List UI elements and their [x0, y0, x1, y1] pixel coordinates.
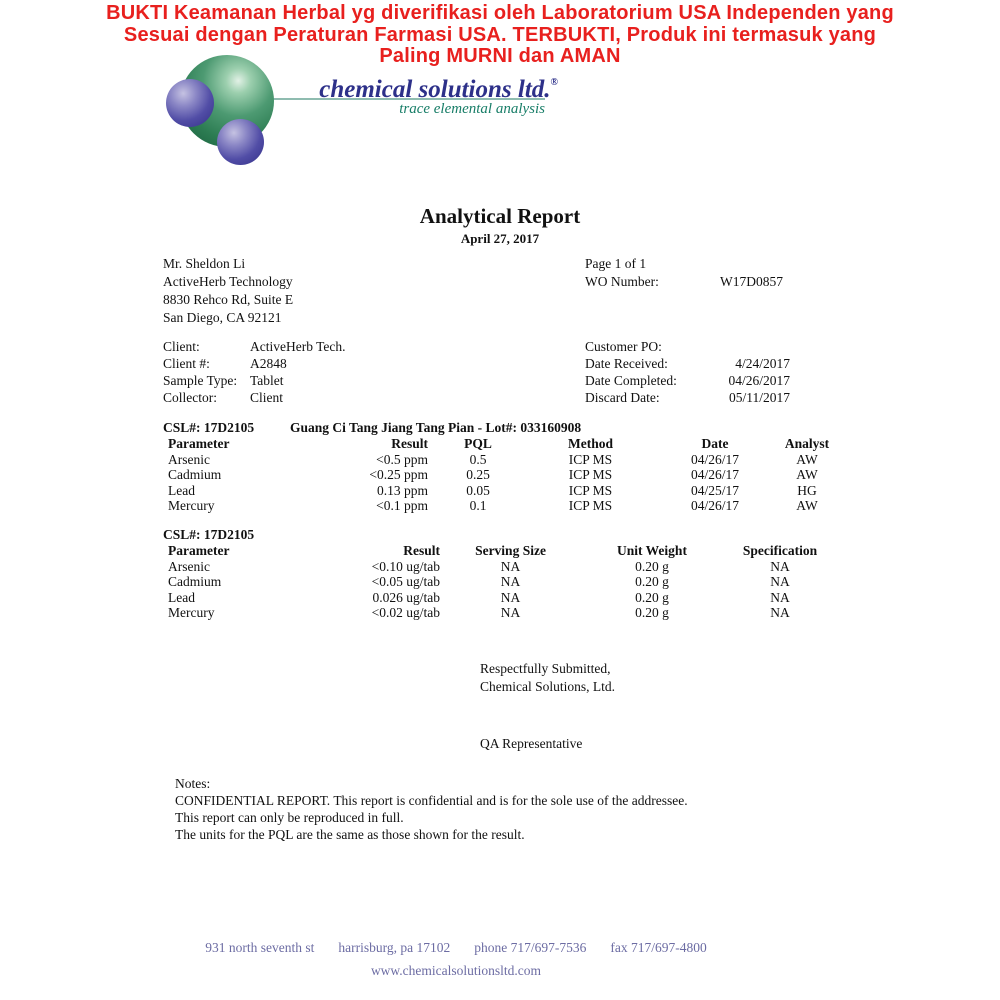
table-header-row: [163, 436, 837, 452]
registered-trademark-icon: ®: [550, 77, 558, 88]
table-row: [163, 483, 837, 499]
table-row: [163, 590, 837, 606]
wo-number-row: [585, 273, 825, 291]
result-cell: <0.02 ug/tab: [371, 605, 440, 621]
table-row: [163, 605, 837, 621]
date-cell: 04/25/17: [690, 482, 739, 498]
page-wo-block: [585, 255, 825, 291]
client-number-row: [163, 355, 346, 372]
column-header: PQL: [464, 436, 492, 451]
analyst-cell: AW: [796, 467, 818, 483]
date-cell: 04/26/17: [690, 498, 739, 514]
table-row: [163, 574, 837, 590]
footer-phone: phone 717/697-7536: [474, 940, 587, 955]
discard-date-row: [585, 389, 790, 406]
serving-size-cell: NA: [500, 589, 521, 605]
column-header: Specification: [742, 543, 818, 558]
footer-city: harrisburg, pa 17102: [338, 940, 451, 955]
table-row: [163, 498, 837, 514]
recipient-name: Mr. Sheldon Li: [163, 256, 246, 271]
logo-blue-sphere-left-icon: [166, 79, 214, 127]
client-row: [163, 338, 346, 355]
logo-tagline: trace elemental analysis: [399, 101, 545, 117]
client-number-label: Client #:: [163, 356, 210, 371]
parameter-cell: Mercury: [168, 605, 215, 621]
discard-date-label: Discard Date:: [585, 390, 660, 405]
method-cell: ICP MS: [568, 451, 613, 467]
date-cell: 04/26/17: [690, 467, 739, 483]
column-header: Parameter: [168, 436, 230, 451]
specification-cell: NA: [770, 605, 790, 621]
signature-block: [480, 660, 615, 696]
serving-size-cell: NA: [500, 558, 521, 574]
notes-line-3: The units for the PQL are the same as those shown for the result.: [175, 827, 525, 842]
table-row: [163, 559, 837, 575]
serving-size-cell: NA: [500, 574, 521, 590]
method-cell: ICP MS: [568, 467, 613, 483]
column-header: Method: [568, 436, 613, 451]
signature-line-1: Respectfully Submitted,: [480, 661, 611, 676]
table-row: [163, 467, 837, 483]
parameter-cell: Lead: [168, 482, 195, 498]
pql-cell: 0.05: [466, 482, 490, 498]
wo-number-label: WO Number:: [585, 274, 659, 289]
result-cell: <0.1 ppm: [376, 498, 428, 514]
csl-number-2: CSL#: 17D2105: [163, 527, 255, 542]
specification-cell: NA: [770, 574, 790, 590]
result-cell: 0.026 ug/tab: [372, 589, 440, 605]
analyst-cell: HG: [797, 482, 817, 498]
pql-cell: 0.5: [469, 451, 487, 467]
csl-number-1: CSL#: 17D2105: [163, 420, 255, 435]
recipient-company: ActiveHerb Technology: [163, 274, 293, 289]
promo-banner: [0, 3, 1000, 68]
footer-fax: fax 717/697-4800: [610, 940, 707, 955]
promo-banner-line-2: Sesuai dengan Peraturan Farmasi USA. TERBUKTI, Produk ini termasuk yang: [123, 23, 877, 46]
method-cell: ICP MS: [568, 482, 613, 498]
parameter-cell: Cadmium: [168, 574, 222, 590]
client-info-right: [585, 338, 790, 406]
collector-value: Client: [250, 390, 283, 405]
customer-po-row: [585, 338, 790, 355]
result-cell: <0.10 ug/tab: [371, 558, 440, 574]
notes-block: [175, 775, 688, 843]
recipient-address: [163, 255, 293, 327]
logo-company-text: chemical solutions ltd.: [319, 76, 551, 103]
pql-cell: 0.25: [466, 467, 490, 483]
recipient-street: 8830 Rehco Rd, Suite E: [163, 292, 294, 307]
promo-banner-line-1: BUKTI Keamanan Herbal yg diverifikasi oleh Laboratorium USA Independen yang: [106, 2, 894, 24]
result-cell: <0.25 ppm: [369, 467, 428, 483]
unit-weight-cell: 0.20 g: [635, 558, 669, 574]
column-header: Parameter: [168, 543, 230, 558]
unit-weight-cell: 0.20 g: [635, 589, 669, 605]
recipient-city: San Diego, CA 92121: [163, 310, 282, 325]
page-info: Page 1 of 1: [585, 256, 647, 271]
result-cell: <0.5 ppm: [376, 451, 428, 467]
collector-label: Collector:: [163, 390, 217, 405]
client-value: ActiveHerb Tech.: [250, 339, 346, 354]
date-completed-row: [585, 372, 790, 389]
specification-cell: NA: [770, 558, 790, 574]
serving-size-cell: NA: [500, 605, 521, 621]
footer-website: www.chemicalsolutionsltd.com: [370, 963, 542, 978]
sample-type-value: Tablet: [250, 373, 284, 388]
specification-cell: NA: [770, 589, 790, 605]
pql-cell: 0.1: [469, 498, 487, 514]
date-completed-value: 04/26/2017: [728, 373, 790, 388]
unit-weight-cell: 0.20 g: [635, 605, 669, 621]
qa-representative-label: QA Representative: [480, 736, 583, 751]
sample-type-label: Sample Type:: [163, 373, 238, 388]
result-cell: <0.05 ug/tab: [371, 574, 440, 590]
column-header: Result: [403, 543, 440, 558]
notes-line-2: This report can only be reproduced in full.: [175, 810, 404, 825]
analyst-cell: AW: [796, 498, 818, 514]
method-cell: ICP MS: [568, 498, 613, 514]
footer-contact-line: [0, 940, 912, 956]
notes-line-1: CONFIDENTIAL REPORT. This report is confidential and is for the sole use of the addressee.: [175, 793, 688, 808]
page-footer: [0, 940, 912, 979]
column-header: Date: [701, 436, 729, 451]
column-header: Unit Weight: [617, 543, 687, 558]
date-completed-label: Date Completed:: [585, 373, 677, 388]
customer-po-label: Customer PO:: [585, 339, 662, 354]
parameter-cell: Mercury: [168, 498, 215, 514]
column-header: Analyst: [784, 436, 830, 451]
results-table-ppm: [163, 436, 837, 514]
footer-address: 931 north seventh st: [205, 940, 315, 955]
date-cell: 04/26/17: [690, 451, 739, 467]
client-label: Client:: [163, 339, 200, 354]
column-header: Result: [391, 436, 428, 451]
client-number-value: A2848: [250, 356, 287, 371]
unit-weight-cell: 0.20 g: [635, 574, 669, 590]
sample-title: Guang Ci Tang Jiang Tang Pian - Lot#: 033160908: [290, 420, 582, 435]
result-cell: 0.13 ppm: [376, 482, 428, 498]
parameter-cell: Cadmium: [168, 467, 222, 483]
client-info-left: [163, 338, 346, 406]
collector-row: [163, 389, 346, 406]
sample-type-row: [163, 372, 346, 389]
date-received-value: 4/24/2017: [735, 356, 790, 371]
signature-line-2: Chemical Solutions, Ltd.: [480, 679, 615, 694]
discard-date-value: 05/11/2017: [728, 390, 790, 405]
notes-heading: Notes:: [175, 776, 211, 791]
date-received-row: [585, 355, 790, 372]
parameter-cell: Lead: [168, 589, 195, 605]
parameter-cell: Arsenic: [168, 451, 210, 467]
page-title: Analytical Report: [419, 204, 581, 228]
date-received-label: Date Received:: [585, 356, 668, 371]
logo-company-name: [270, 70, 558, 103]
column-header: Serving Size: [475, 543, 546, 558]
promo-banner-line-3: Paling MURNI dan AMAN: [379, 45, 621, 67]
wo-number-value: W17D0857: [720, 274, 783, 289]
logo-blue-sphere-bottom-icon: [217, 119, 264, 165]
table-header-row: [163, 543, 837, 559]
report-date: April 27, 2017: [460, 231, 540, 246]
parameter-cell: Arsenic: [168, 558, 210, 574]
results-table-per-tab: [163, 543, 837, 621]
table-row: [163, 452, 837, 468]
analyst-cell: AW: [796, 451, 818, 467]
